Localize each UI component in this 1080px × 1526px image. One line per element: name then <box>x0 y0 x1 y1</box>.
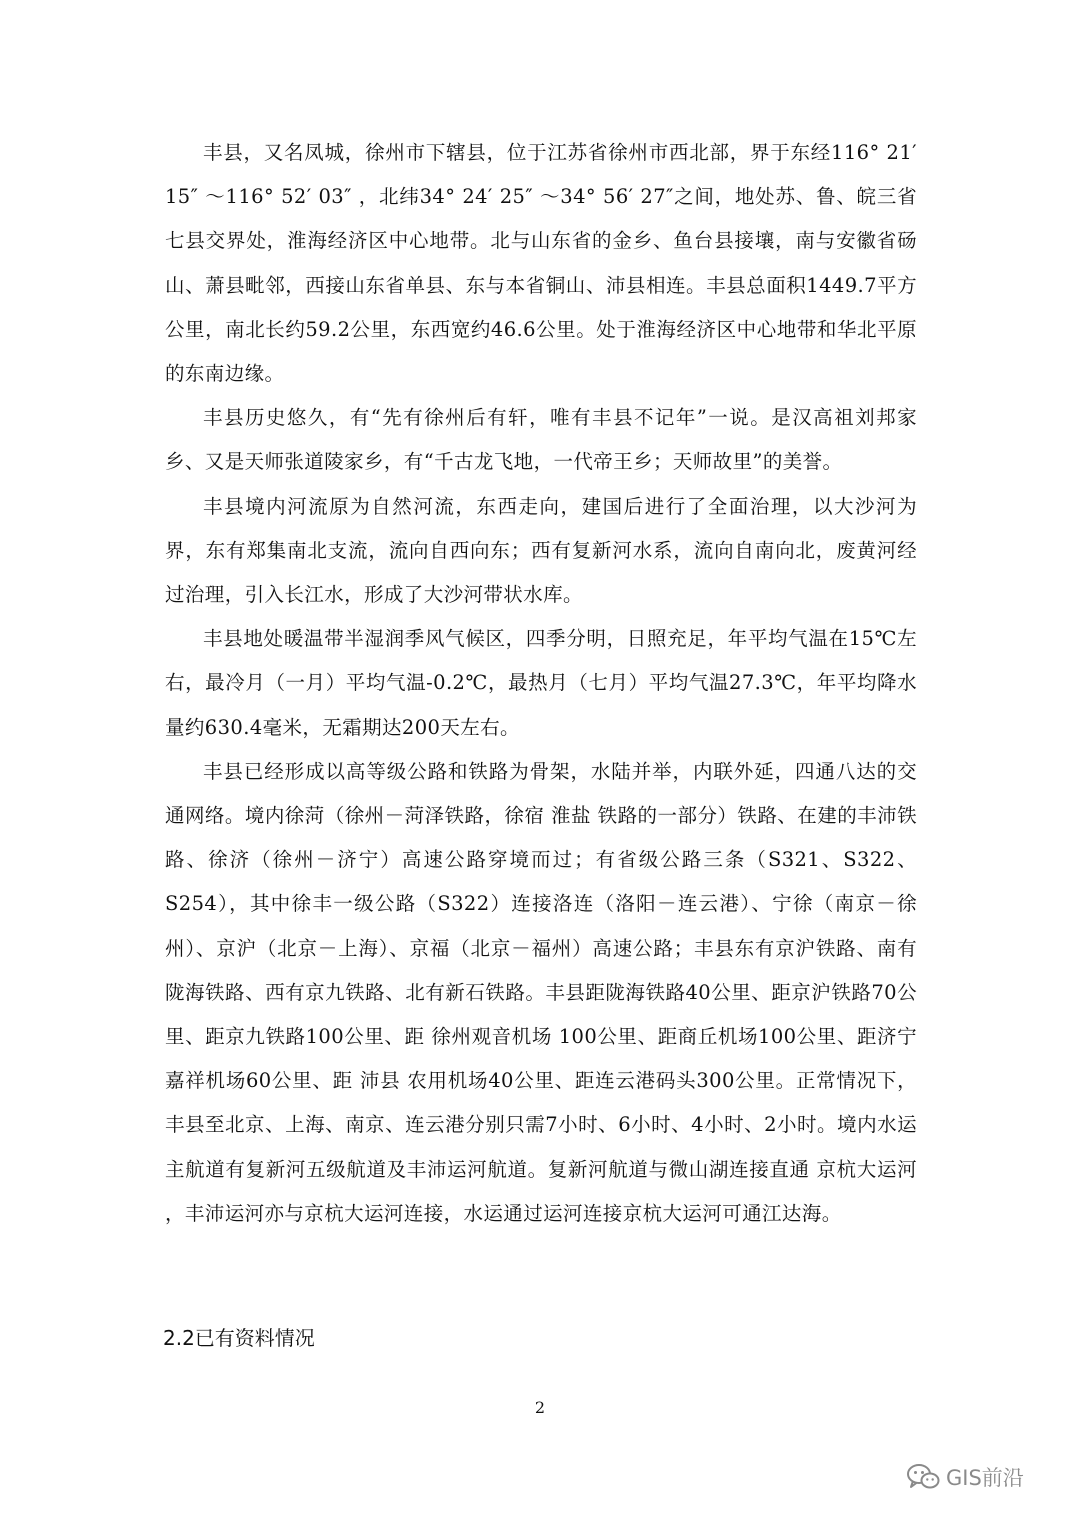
section-heading: 2.2已有资料情况 <box>163 1326 315 1350</box>
paragraph-rivers: 丰县境内河流原为自然河流，东西走向，建国后进行了全面治理，以大沙河为界，东有郑集南北支流，流向自西向东；西有复新河水系，流向自南向北，废黄河经过治理，引入长江水，形成了大沙河带状水库。 <box>165 494 917 607</box>
body-text <box>165 131 917 1236</box>
watermark-text: GIS前沿 <box>946 1466 1024 1490</box>
watermark <box>906 1459 1024 1495</box>
paragraph-climate: 丰县地处暖温带半湿润季风气候区，四季分明，日照充足，年平均气温在15℃左右，最冷月（一月）平均气温-0.2℃，最热月（七月）平均气温27.3℃，年平均降水量约630.4毫米，无霜期达200天左右。 <box>165 627 917 739</box>
paragraph-history: 丰县历史悠久，有“先有徐州后有轩，唯有丰县不记年”一说。是汉高祖刘邦家乡、又是天师张道陵家乡，有“千古龙飞地，一代帝王乡；天师故里”的美誉。 <box>165 406 917 474</box>
paragraph-transport: 丰县已经形成以高等级公路和铁路为骨架，水陆并举，内联外延，四通八达的交通网络。境内徐菏（徐州－菏泽铁路，徐宿 淮盐 铁路的一部分）铁路、在建的丰沛铁路、徐济（徐州－济宁）高速公路穿境而过；有省级公路三条（S321、S322、S254），其中徐丰一级公路（S322）连接洛连（洛阳－连云港）、宁徐（南京－徐州）、京沪（北京－上海）、京福（北京－福州）高速公路；丰县东有京沪铁路、南有陇海铁路、西有京九铁路、北有新石铁路。丰县距陇海铁路40公里、距京沪铁路70公里、距京九铁路100公里、距 徐州观音机场 100公里、距商丘机场100公里、距济宁嘉祥机场60公里、距 沛县 农用机场40公里、距连云港码头300公里。正常情况下，丰县至北京、上海、南京、连云港分别只需7小时、6小时、4小时、2小时。境内水运主航道有复新河五级航道及丰沛运河航道。复新河航道与微山湖连接直通 京杭大运河 ，丰沛运河亦与京杭大运河连接，水运通过运河连接京杭大运河可通江达海。 <box>165 759 917 1225</box>
paragraph-location: 丰县，又名凤城，徐州市下辖县，位于江苏省徐州市西北部，界于东经116° 21′ 15″ ～116° 52′ 03″ ，北纬34° 24′ 25″ ～34° 56′ 27″之间，地处苏、鲁、皖三省七县交界处，淮海经济区中心地带。北与山东省的金乡、鱼台县接壤，南与安徽省砀山、萧县毗邻，西接山东省单县、东与本省铜山、沛县相连。丰县总面积1449.7平方公里，南北长约59.2公里，东西宽约46.6公里。处于淮海经济区中心地带和华北平原的东南边缘。 <box>165 141 917 386</box>
page-number: 2 <box>534 1398 546 1417</box>
wechat-icon <box>906 1463 940 1491</box>
